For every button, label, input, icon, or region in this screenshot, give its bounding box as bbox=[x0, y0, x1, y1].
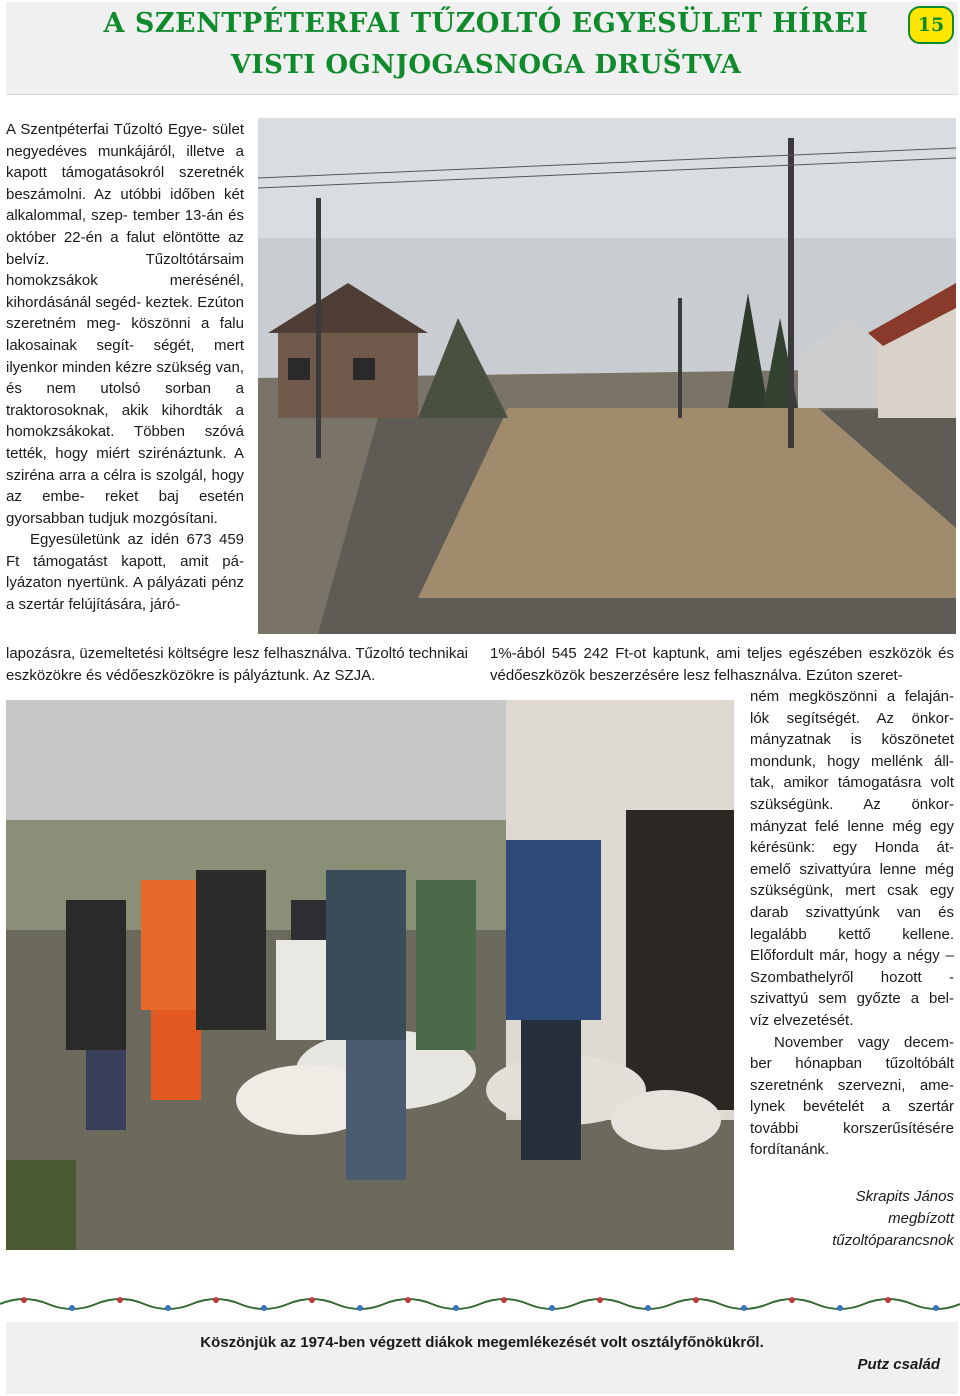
article-block-tax bbox=[490, 643, 954, 686]
text-line: keztek. Ezúton szeretném meg- bbox=[6, 293, 245, 333]
text-line: sorban a traktorosoknak, akik bbox=[6, 380, 244, 419]
header-title-croatian: VISTI OGNJOGASNOGA DRUŠTVA bbox=[230, 50, 742, 80]
paragraph-ball bbox=[750, 1032, 954, 1162]
text-line: ségét, mert ilyenkor minden bbox=[6, 336, 245, 376]
text-line: kihordták a homokzsákokat. bbox=[6, 401, 245, 441]
text-line: pénz a szertár felújítására, járó- bbox=[6, 574, 245, 614]
text-line: köszönni a falu lakosainak segít- bbox=[6, 315, 244, 354]
text-line: a falut elöntötte az belvíz. bbox=[6, 228, 244, 268]
text-line: lapozásra, üzemeltetési költségre lesz felhasználva. Tűzoltó bbox=[6, 645, 405, 662]
text-line: célra is szolgál, hogy az embe- bbox=[6, 466, 244, 506]
text-line: emelő szivattyúra lenne bbox=[750, 860, 917, 878]
text-line: további korszerűsítésére bbox=[750, 1119, 954, 1137]
text-line: lók segítségét. Az önkor- bbox=[750, 709, 954, 727]
text-line: – Szombathelyről hozott - bbox=[750, 947, 955, 986]
page-number-badge: 15 bbox=[908, 6, 954, 44]
text-line: mányzatnak is köszönetet bbox=[750, 731, 954, 749]
header-title-hungarian: A SZENTPÉTERFAI TŰZOLTÓ EGYESÜLET HÍREI bbox=[103, 8, 869, 39]
signature-name: Skrapits János bbox=[855, 1188, 954, 1205]
text-line: kézre szükség van, és nem utolsó bbox=[6, 358, 244, 398]
footer-thanks-box bbox=[6, 1322, 958, 1394]
text-line: tember 13-án és október 22-én bbox=[6, 207, 245, 246]
sandbag-volunteers-photo bbox=[6, 700, 734, 1250]
text-line: ném megköszönni a felaján- bbox=[750, 688, 954, 705]
text-line: tudjuk mozgósítani. bbox=[88, 509, 218, 527]
text-line: kérésünk: egy Honda át- bbox=[750, 839, 954, 857]
text-line: volt szükségünk. Az önkor- bbox=[750, 774, 955, 813]
text-line: A Szentpéterfai Tűzoltó Egye- bbox=[6, 121, 208, 138]
text-line: szivattyú sem győzte a bel- bbox=[750, 990, 954, 1008]
text-line: még szükségünk, mert csak bbox=[750, 860, 954, 900]
text-line: lynek bevételét a szertár bbox=[750, 1098, 954, 1116]
signature-block bbox=[754, 1186, 954, 1252]
signature-role-line-2: tűzoltóparancsnok bbox=[832, 1232, 954, 1249]
article-block-thanks bbox=[750, 686, 954, 1161]
text-line: fordítanánk. bbox=[750, 1141, 830, 1159]
paragraph-thanks bbox=[750, 686, 954, 1032]
text-line: Egyesületünk az idén 673 459 bbox=[30, 531, 244, 549]
text-line: és legalább kettő kellene. bbox=[750, 903, 954, 943]
paragraph-intro bbox=[6, 119, 244, 529]
text-line: Előfordult már, hogy a négy bbox=[750, 947, 940, 965]
text-line: lyázaton nyertünk. A pályázati bbox=[6, 574, 207, 592]
text-line: és védőeszközök beszerzésére lesz felhasználva. Ezúton szeret- bbox=[490, 645, 955, 684]
page-header bbox=[6, 2, 958, 95]
article-block-intro bbox=[6, 119, 244, 616]
flooded-street-photo bbox=[258, 118, 956, 634]
footer-family-name: Putz család bbox=[857, 1356, 940, 1373]
text-line: November vagy decem- bbox=[774, 1033, 954, 1051]
text-line: Többen szóvá tették, hogy miért bbox=[6, 423, 244, 462]
text-line: sület negyedéves munkájáról, bbox=[6, 121, 245, 160]
text-line: mondunk, hogy mellénk áll- bbox=[750, 752, 954, 770]
text-line: víz elvezetését. bbox=[750, 1011, 854, 1029]
floral-garland-divider bbox=[0, 1292, 960, 1316]
signature-role-line-1: megbízott bbox=[888, 1210, 954, 1227]
text-line: időben két alkalommal, szep- bbox=[6, 185, 244, 225]
text-line: 1%-ából 545 242 Ft-ot kaptunk, ami teljes egészében eszközök bbox=[490, 645, 932, 662]
paragraph-spending bbox=[6, 643, 468, 686]
text-line: merésénél, kihordásánál segéd- bbox=[6, 272, 244, 311]
text-line: tak, amikor támogatásra bbox=[750, 774, 922, 792]
footer-thanks-text: Köszönjük az 1974-ben végzett diákok megemlékezését volt osztályfőnökükről. bbox=[200, 1334, 764, 1351]
article-block-spending bbox=[6, 643, 468, 686]
text-line: technikai eszközökre és védőeszközökre is pályáztunk. Az SZJA. bbox=[6, 645, 468, 684]
text-line: szirénáztunk. A sziréna arra a bbox=[6, 444, 244, 484]
text-line: szeretnénk szervezni, ame- bbox=[750, 1076, 954, 1094]
text-line: Tűzoltótársaim homokzsákok bbox=[6, 250, 244, 290]
text-line: reket baj esetén gyorsabban bbox=[6, 488, 244, 527]
text-line: illetve a kapott támogatásokról bbox=[6, 142, 245, 182]
text-line: mányzat felé lenne még egy bbox=[750, 817, 954, 835]
text-line: Ft támogatást kapott, amit pá- bbox=[6, 552, 244, 570]
text-line: ber hónapban tűzoltóbált bbox=[750, 1055, 954, 1073]
paragraph-funding bbox=[6, 529, 244, 615]
text-line: szeretnék beszámolni. Az utóbbi bbox=[6, 164, 244, 203]
text-line: egy darab szivattyúnk van bbox=[750, 882, 955, 921]
paragraph-tax bbox=[490, 643, 954, 686]
